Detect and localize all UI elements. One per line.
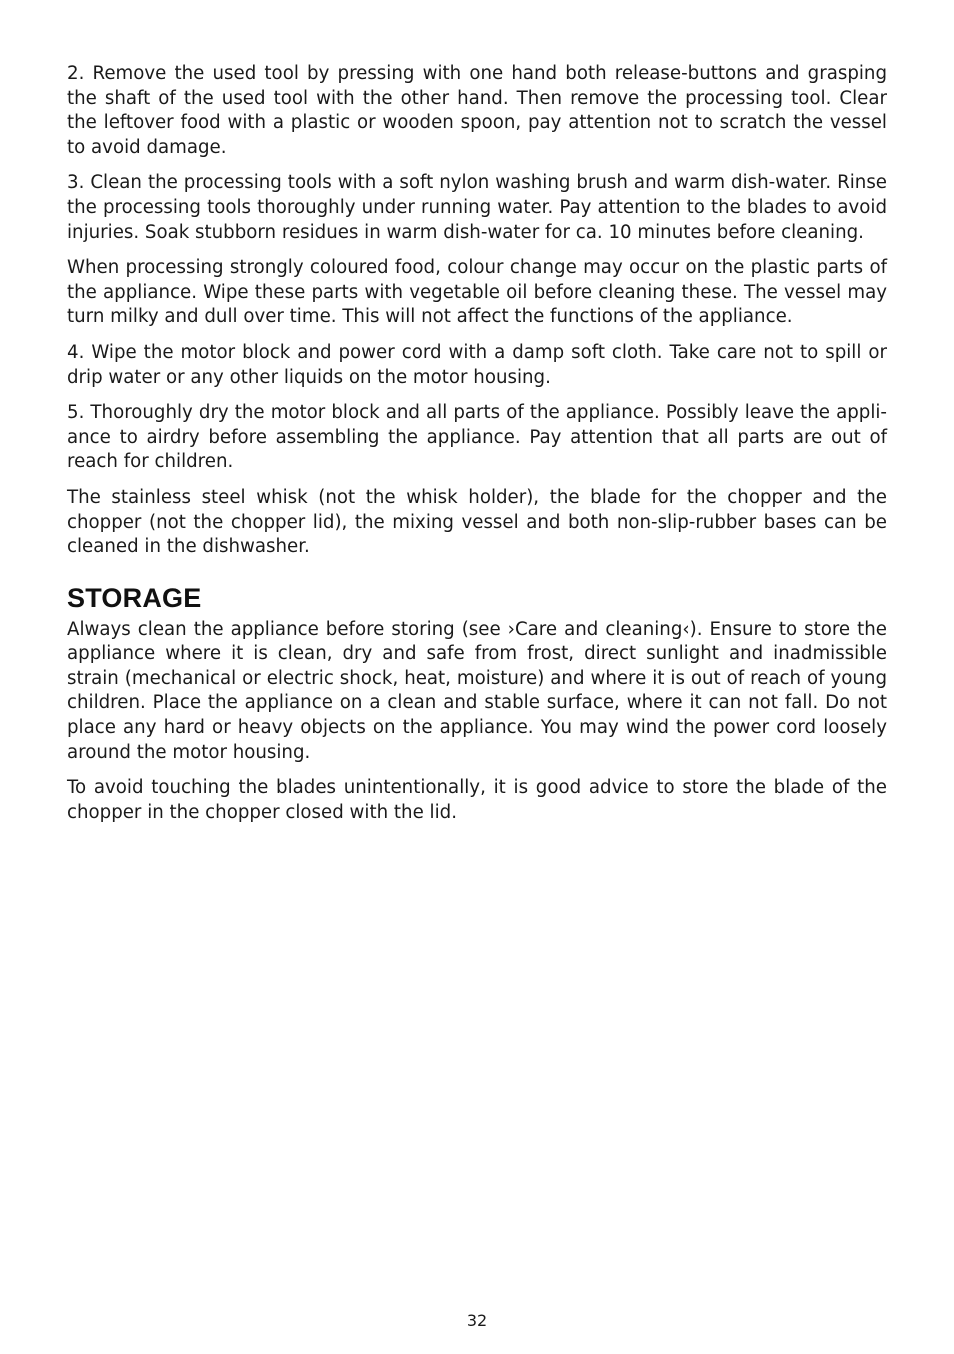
step-2-paragraph: 2. Remove the used tool by pressing with one hand both release-buttons and grasping the shaft of the used tool with the other hand. Then remove the processing tool. Clear the leftover food with a plastic or wooden spoon, pay attention not to scratch the vessel to avoid damage.: [67, 63, 887, 158]
page-number: 32: [466, 1311, 488, 1330]
care-and-cleaning-section: [67, 62, 887, 560]
storage-heading: STORAGE: [67, 582, 202, 613]
step-4-paragraph: 4. Wipe the motor block and power cord with a damp soft cloth. Take care not to spill or drip water or any other liquids on the motor housing.: [67, 341, 887, 388]
step-3-paragraph: 3. Clean the processing tools with a soft nylon washing brush and warm dish-water. Rinse the processing tools thoroughly under running water. Pay attention to the blades to avoid injuries. Soak stubborn residues in warm dish-water for ca. 10 minutes before cleaning.: [67, 172, 887, 243]
colour-change-note: When processing strongly coloured food, colour change may occur on the plastic parts of the appliance. Wipe these parts with vegetable oil before cleaning these. The vessel may turn milky and dull over time. This will not affect the functions of the appliance.: [67, 257, 887, 328]
document-page: [67, 62, 887, 836]
dishwasher-note: The stainless steel whisk (not the whisk holder), the blade for the chopper and the chopper (not the chopper lid), the mixing vessel and both non-slip-rubber bases can be cleaned in the dishwasher.: [67, 486, 887, 558]
storage-paragraph: Always clean the appliance before storing (see ›Care and cleaning‹). Ensure to store the appliance where it is clean, dry and safe from frost, direct sunlight and inadmissible strain (mechanical or electric shock, heat, moisture) and where it is out of reach of young children. Place the appliance on a clean and stable surface, where it can not fall. Do not place any hard or heavy objects on the appliance. You may wind the power cord loosely around the motor housing.: [67, 618, 887, 763]
blade-storage-paragraph: To avoid touching the blades unintentionally, it is good advice to store the blade of the chopper in the chopper closed with the lid.: [67, 777, 887, 823]
storage-section: [67, 581, 887, 826]
step-5-paragraph: 5. Thoroughly dry the motor block and all parts of the appliance. Possibly leave the appliance to airdry before assembling the appliance. Pay attention that all parts are out of reach for children.: [67, 402, 887, 473]
